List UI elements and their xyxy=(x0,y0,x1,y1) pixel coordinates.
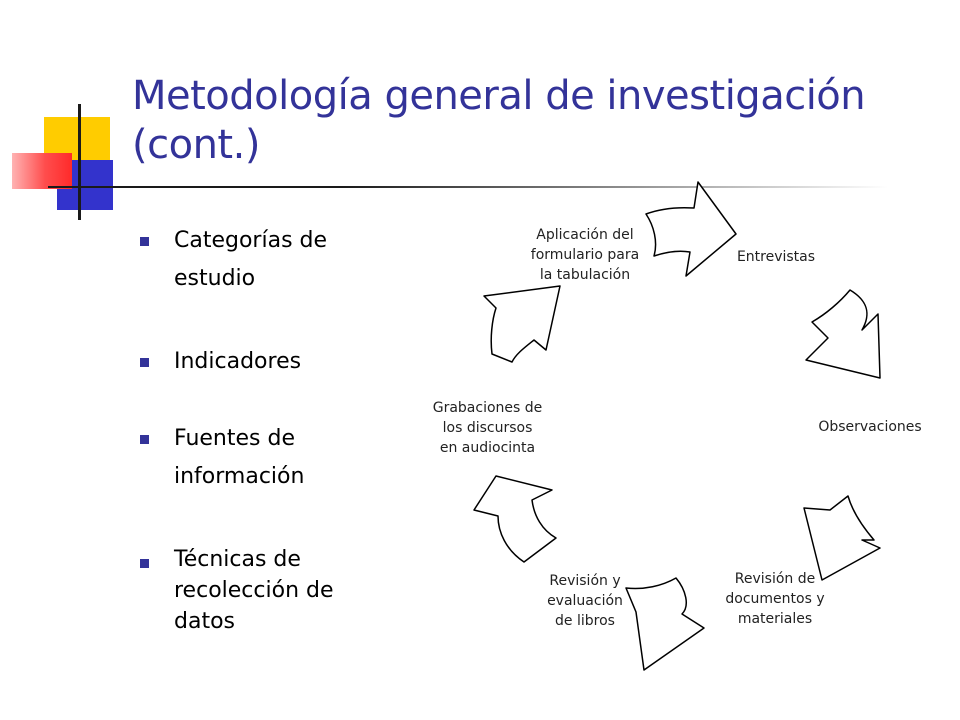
bullet-item-categorias xyxy=(140,222,370,298)
arrow-libros-to-grabaciones xyxy=(474,476,556,562)
arrow-grabaciones-to-aplicacion xyxy=(484,286,560,362)
arrow-entrevistas-to-observaciones xyxy=(806,290,880,378)
label-grabaciones: Grabaciones de los discursos en audiocinta xyxy=(432,400,543,456)
decor-red-bar xyxy=(12,153,72,189)
bullet-text: Indicadores xyxy=(174,349,302,374)
square-bullet-icon xyxy=(140,358,149,367)
label-aplicacion: Aplicación del formulario para la tabulación xyxy=(530,227,640,283)
bullet-text: Técnicas de recolección de datos xyxy=(174,547,334,634)
research-cycle-diagram xyxy=(400,170,960,690)
bullet-text: Categorías de estudio xyxy=(174,228,328,291)
bullet-text: Fuentes de información xyxy=(174,426,305,489)
label-entrevistas: Entrevistas xyxy=(736,249,816,265)
bullet-item-fuentes xyxy=(140,420,370,496)
label-revision-documentos: Revisión de documentos y materiales xyxy=(725,571,825,627)
slide-title: Metodología general de investigación (cont.) xyxy=(132,73,866,168)
bullet-item-tecnicas xyxy=(140,544,370,637)
label-observaciones: Observaciones xyxy=(818,419,922,435)
decor-vertical-line xyxy=(78,104,81,220)
square-bullet-icon xyxy=(140,237,149,246)
bullet-item-indicadores xyxy=(140,343,370,381)
label-revision-libros: Revisión y evaluación de libros xyxy=(547,573,623,629)
square-bullet-icon xyxy=(140,435,149,444)
square-bullet-icon xyxy=(140,559,149,568)
arrow-observaciones-to-documentos xyxy=(804,496,880,580)
